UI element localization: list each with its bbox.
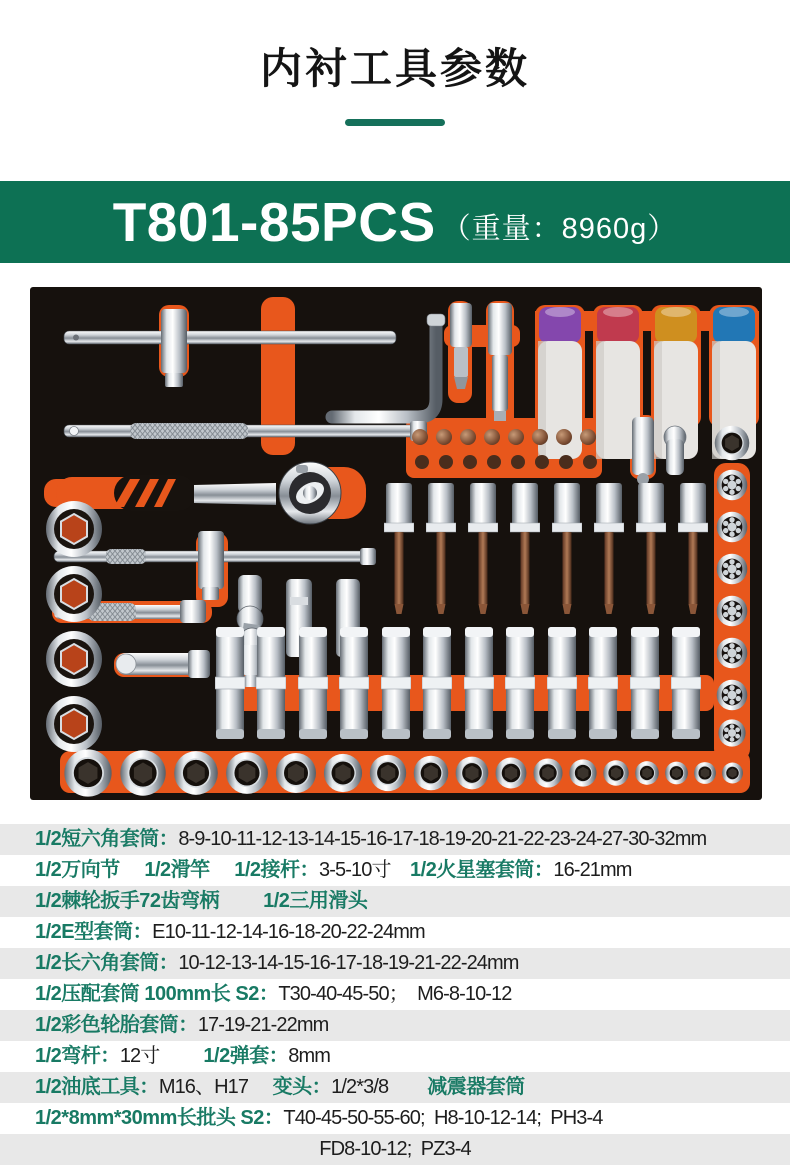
spec-label: 1/2棘轮扳手72齿弯柄 1/2三用滑头	[35, 890, 368, 912]
spec-label: 1/2E型套筒：	[35, 921, 153, 943]
spec-row	[0, 855, 790, 886]
spec-value: 10-12-13-14-15-16-17-18-19-21-22-24mm	[178, 952, 519, 974]
spec-label: 变头：	[248, 1076, 332, 1098]
spec-label: 1/2*8mm*30mm长批头 S2：	[35, 1107, 284, 1129]
spec-value: FD8-10-12; PZ3-4	[319, 1138, 471, 1160]
spec-value: 16-21mm	[553, 859, 632, 881]
spec-row	[0, 979, 790, 1010]
spec-value: T40-45-50-55-60; H8-10-12-14; PH3-4	[283, 1107, 603, 1129]
spec-value: T30-40-45-50； M6-8-10-12	[278, 983, 512, 1005]
spec-row	[0, 948, 790, 979]
spec-label: 1/2长六角套筒：	[35, 952, 179, 974]
model-banner	[0, 181, 790, 263]
spec-value: E10-11-12-14-16-18-20-22-24mm	[152, 921, 425, 943]
spec-row	[0, 1010, 790, 1041]
spec-value: 12寸	[119, 1045, 160, 1067]
title-underline	[345, 119, 445, 126]
spec-value: 3-5-10寸	[319, 859, 391, 881]
spec-value: 17-19-21-22mm	[197, 1014, 329, 1036]
spec-label: 1/2短六角套筒：	[35, 828, 179, 850]
spec-row	[0, 886, 790, 917]
spec-label: 1/2油底工具：	[35, 1076, 159, 1098]
product-photo	[30, 287, 762, 800]
spec-row	[0, 917, 790, 948]
model-weight: （重量：8960g）	[441, 212, 678, 245]
spec-label: 1/2弹套：	[159, 1045, 289, 1067]
spec-row	[0, 1041, 790, 1072]
spec-value: 8mm	[288, 1045, 330, 1067]
spec-value: M16、H17	[158, 1076, 249, 1098]
spec-label: 1/2弯杆：	[35, 1045, 120, 1067]
spec-label: 1/2火星塞套筒：	[390, 859, 554, 881]
model-number: T801-85PCS	[112, 190, 436, 253]
tool-tray-illustration	[30, 287, 762, 800]
spec-row	[0, 824, 790, 855]
spec-table	[0, 824, 790, 1165]
spec-label: 1/2压配套筒 100mm长 S2：	[35, 983, 279, 1005]
spec-row	[0, 1103, 790, 1134]
extension-bar-short	[116, 650, 210, 678]
spec-row	[0, 1134, 790, 1165]
spec-label: 减震器套筒	[388, 1076, 525, 1098]
page-title: 内衬工具参数	[259, 45, 530, 92]
spec-label: 1/2彩色轮胎套筒：	[35, 1014, 198, 1036]
spec-row	[0, 1072, 790, 1103]
spec-value: 1/2*3/8	[331, 1076, 389, 1098]
spec-label: 1/2万向节 1/2滑竿 1/2接杆：	[35, 859, 320, 881]
spec-value: 8-9-10-11-12-13-14-15-16-17-18-19-20-21-22-23-24-27-30-32mm	[178, 828, 707, 850]
